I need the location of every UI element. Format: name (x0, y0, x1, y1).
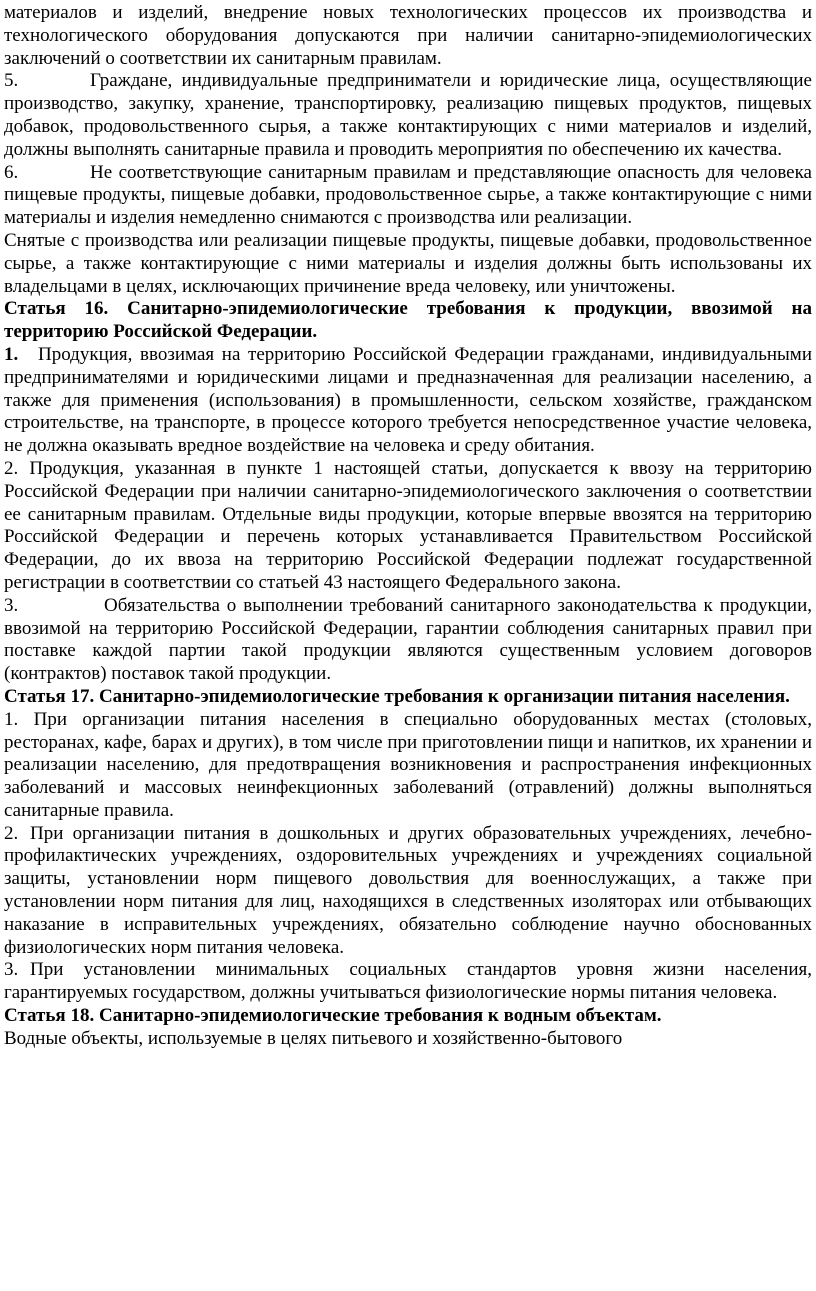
paragraph-item-5 (4, 70, 812, 161)
heading-text: Статья 17. Санитарно-эпидемиологические требования к организации питания населения. (4, 685, 790, 707)
paragraph-continuation (4, 2, 812, 70)
paragraph-text: Граждане, индивидуальные предприниматели и юридические лица, осуществляющие производство, закупку, хранение, транспортировку, реализацию пищевых продуктов, пищевых добавок, продовольственного сырья, а также контактирующих с ними материалов и изделий, должны выполнять санитарные правила и проводить мероприятия по обеспечению их качества. (4, 70, 812, 160)
article-17-item-3 (4, 959, 812, 1005)
paragraph-text: Продукция, ввозимая на территорию Российской Федерации гражданами, индивидуальными предпринимателями и юридическими лицами и предназначенная для реализации населению, а также для применения (использования) в промышленности, сельском хозяйстве, гражданском строительстве, на транспорте, в процессе которого требуется непосредственное участие человека, не должна оказывать вредное воздействие на человека и среду обитания. (4, 343, 812, 457)
paragraph-text: материалов и изделий, внедрение новых технологических процессов их производства и технологического оборудования допускаются при наличии санитарно-эпидемиологических заключений о соответствии их санитарным правилам. (4, 2, 812, 69)
article-16-item-3 (4, 595, 812, 686)
paragraph-text: Обязательства о выполнении требований санитарного законодательства к продукции, ввозимой на территорию Российской Федерации, гарантии соблюдения санитарных правил при поставке каждой партии такой продукции являются существенным условием договоров (контрактов) поставок такой продукции. (4, 594, 812, 685)
paragraph-removed-products (4, 230, 812, 298)
article-17-heading (4, 686, 812, 709)
paragraph-text: 2. Продукция, указанная в пункте 1 настоящей статьи, допускается к ввозу на территорию Российской Федерации при наличии санитарно-эпидемиологического заключения о соответствии ее санитарным правилам. Отдельные виды продукции, которые впервые ввозятся на территорию Российской Федерации и перечень которых устанавливается Правительством Российской Федерации, до их ввоза на территорию Российской Федерации подлежат государственной регистрации в соответствии со статьей 43 настоящего Федерального закона. (4, 457, 812, 593)
paragraph-text: 1. При организации питания населения в специально оборудованных местах (столовых, ресторанах, кафе, барах и других), в том числе при приготовлении пищи и напитков, их хранении и реализации населению, для предотвращения возникновения и распространения инфекционных заболеваний и массовых неинфекционных заболеваний (отравлений) должны выполняться санитарные правила. (4, 708, 812, 821)
paragraph-text: При установлении минимальных социальных стандартов уровня жизни населения, гарантируемых государством, должны учитываться физиологические нормы питания человека. (4, 959, 812, 1004)
item-number: 3. (4, 959, 19, 981)
item-number: 5. (4, 70, 19, 92)
article-16-heading (4, 298, 812, 344)
article-18-paragraph (4, 1028, 812, 1051)
article-17-item-1 (4, 709, 812, 823)
paragraph-item-6 (4, 162, 812, 230)
article-17-item-2 (4, 823, 812, 960)
item-number: 3. (4, 594, 19, 616)
item-number: 1. (4, 343, 19, 365)
paragraph-text: При организации питания в дошкольных и других образовательных учреждениях, лечебно-профилактических учреждениях, оздоровительных учреждениях и учреждениях социальной защиты, установлении норм пищевого довольствия для военнослужащих, а также при установлении норм питания для лиц, находящихся в следственных изоляторах или отбывающих наказание в исправительных учреждениях, обязательно соблюдение научно обоснованных физиологических норм питания человека. (4, 822, 812, 958)
article-16-item-2 (4, 458, 812, 595)
item-number: 2. (4, 822, 19, 844)
paragraph-text: Снятые с производства или реализации пищевые продукты, пищевые добавки, продовольственное сырье, а также контактирующие с ними материалы и изделия должны быть использованы их владельцами в целях, исключающих причинение вреда человеку, или уничтожены. (4, 229, 812, 297)
item-number: 6. (4, 161, 19, 183)
paragraph-text: Не соответствующие санитарным правилам и представляющие опасность для человека пищевые продукты, пищевые добавки, продовольственное сырье, а также контактирующие с ними материалы и изделия немедленно снимаются с производства или реализации. (4, 161, 812, 229)
article-18-heading (4, 1005, 812, 1028)
heading-text: Статья 16. Санитарно-эпидемиологические требования к продукции, ввозимой на территорию Российской Федерации. (4, 298, 812, 343)
paragraph-text: Водные объекты, используемые в целях питьевого и хозяйственно-бытового (4, 1027, 623, 1049)
article-16-item-1 (4, 344, 812, 458)
heading-text: Статья 18. Санитарно-эпидемиологические требования к водным объектам. (4, 1005, 662, 1027)
